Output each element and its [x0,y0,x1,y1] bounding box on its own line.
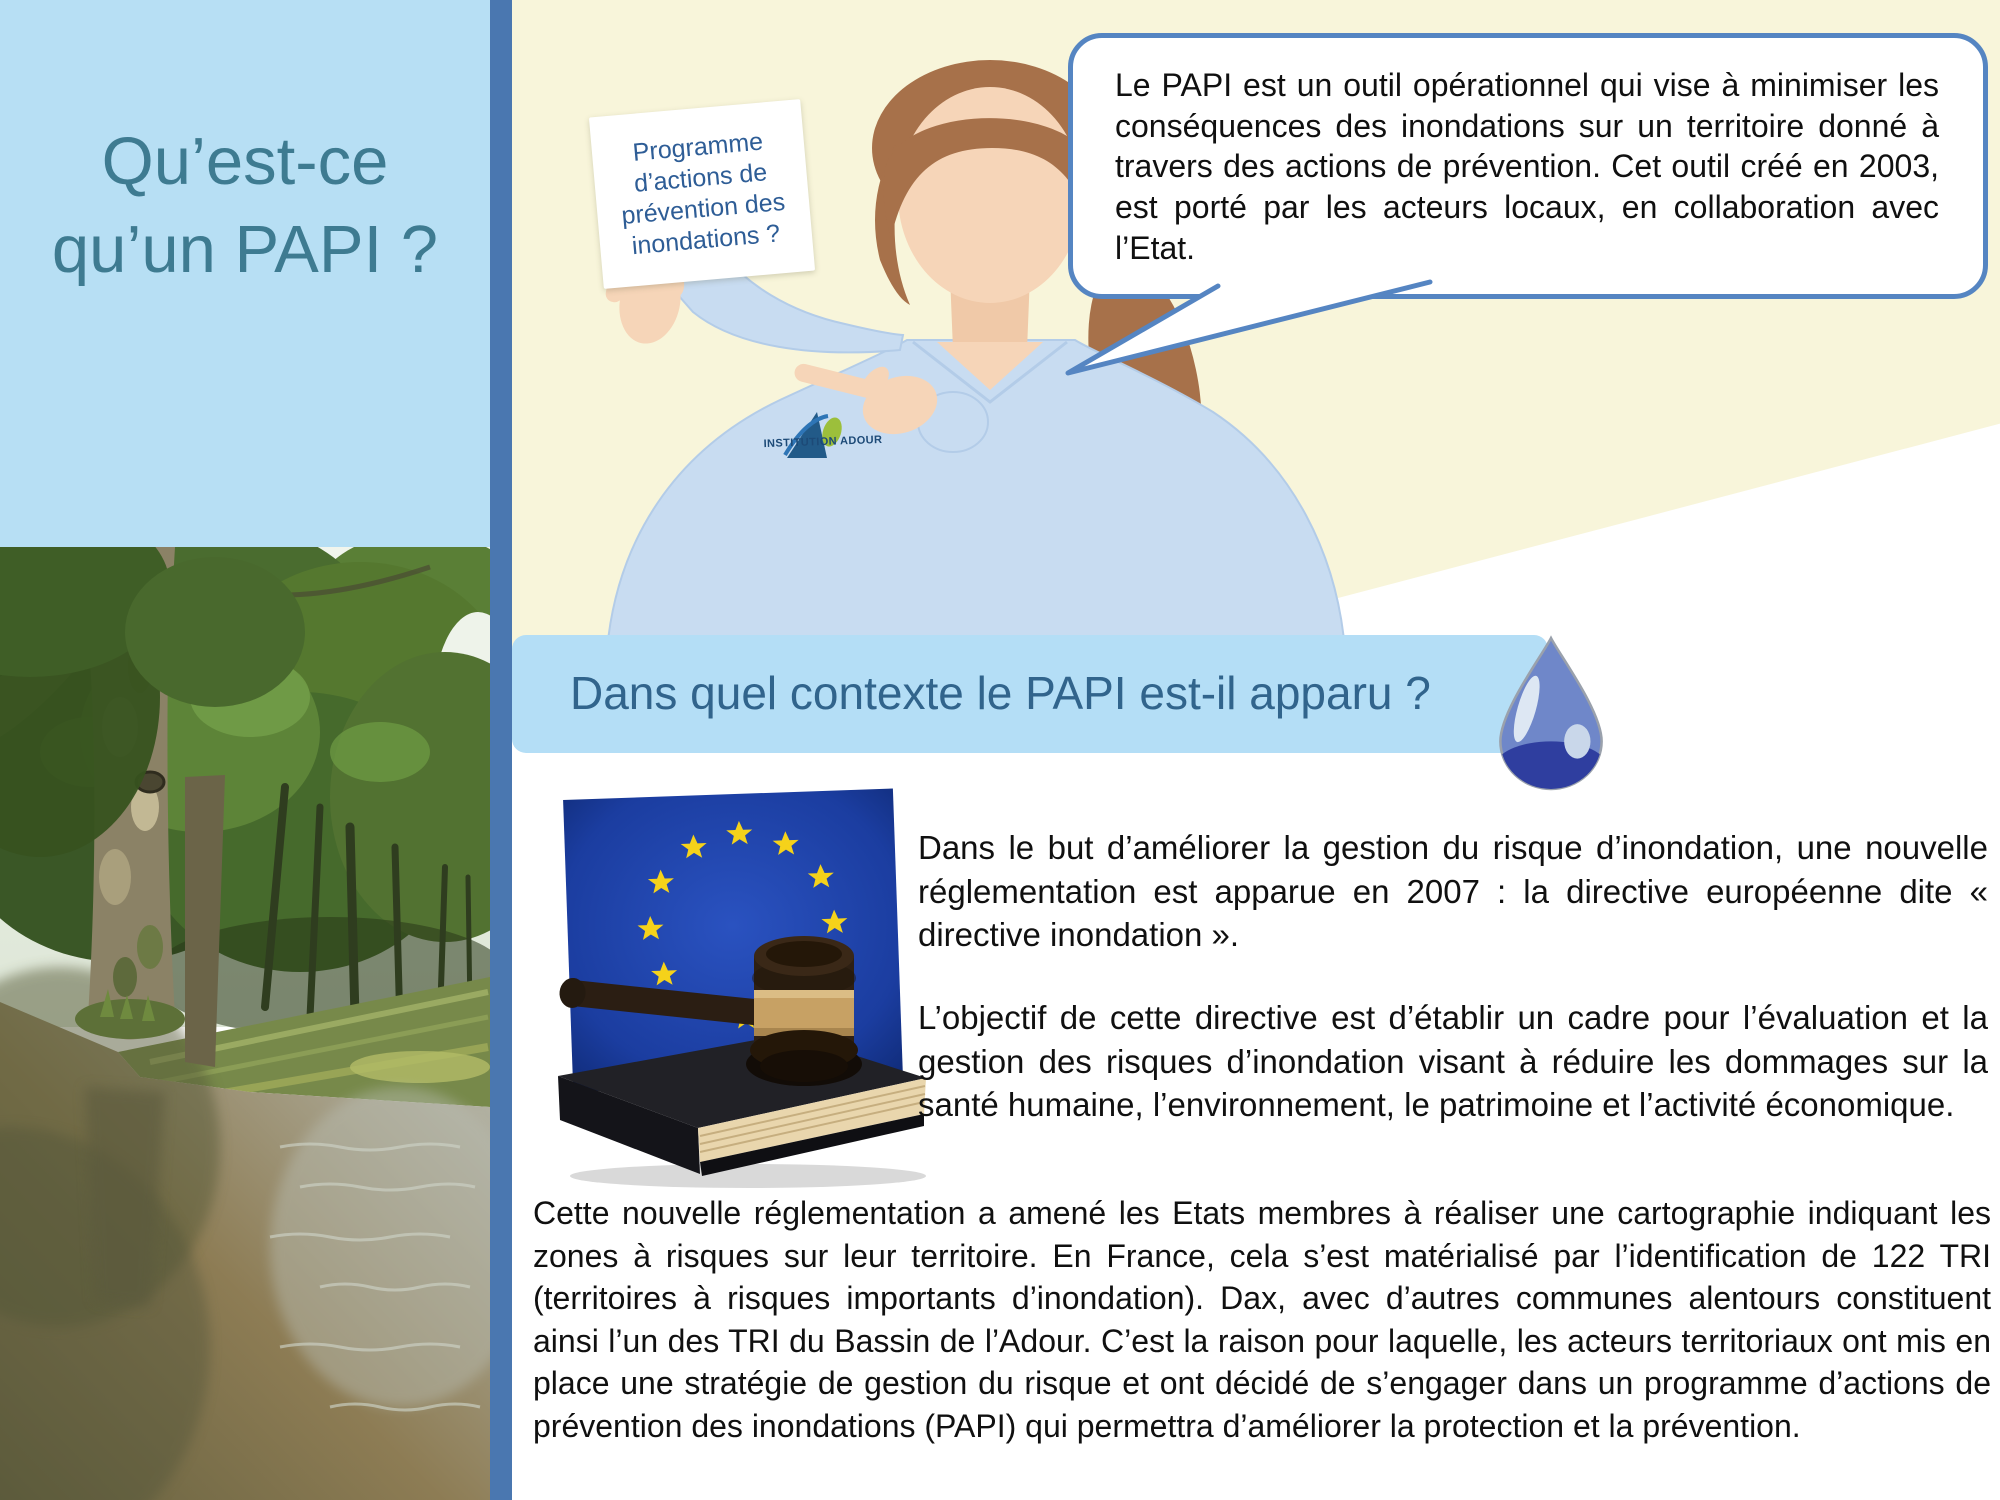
paragraph-directive-2007: Dans le but d’améliorer la gestion du risque d’inondation, une nouvelle réglementation est apparue en 2007 : la directive européenne dite « directive inondation ». [918,829,1988,954]
flood-photo [0,547,490,1500]
held-sign [589,99,815,289]
divider-stripe [490,0,512,1500]
page-title: Qu’est-ce qu’un PAPI ? [51,124,439,288]
section-heading: Dans quel contexte le PAPI est-il apparu ? [570,667,1431,719]
institution-adour-logo-text: INSTITUTION ADOUR [763,433,883,451]
eu-directive-illustration [548,778,940,1190]
speech-bubble [1068,33,1988,299]
speech-bubble-text: Le PAPI est un outil opérationnel qui vise à minimiser les conséquences des inondations sur un territoire donné à travers des actions de prévention. Cet outil créé en 2003, est porté par les acteurs locaux, en collaboration avec l’Etat. [1115,67,1939,266]
speech-bubble-tail [1030,276,1460,394]
sign-text: Programme d’actions de prévention des inondations ? [620,127,787,261]
paragraph-directive-objective: L’objectif de cette directive est d’établir un cadre pour l’évaluation et la gestion des risques d’inondation visant à réduire les dommages sur la santé humaine, l’environnement, le patrimoine et l’activité économique. [918,999,1988,1124]
title-panel [0,0,490,547]
paragraph-tri-papi: Cette nouvelle réglementation a amené les Etats membres à réaliser une cartographie indiquant les zones à risques sur leur territoire. En France, cela s’est matérialisé par l’identification de 122 TRI (territoires à risques importants d’inondation). Dax, avec d’autres communes alentours constituent ainsi l’un des TRI du Bassin de l’Adour. C’est la raison pour laquelle, les acteurs territoriaux ont mis en place une stratégie de gestion du risque et ont décidé de s’engager dans un programme d’actions de prévention des inondations (PAPI) qui permettra d’améliorer la protection et la prévention. [533,1195,1991,1444]
section-banner [512,635,1548,753]
water-drop-icon [1490,632,1612,794]
